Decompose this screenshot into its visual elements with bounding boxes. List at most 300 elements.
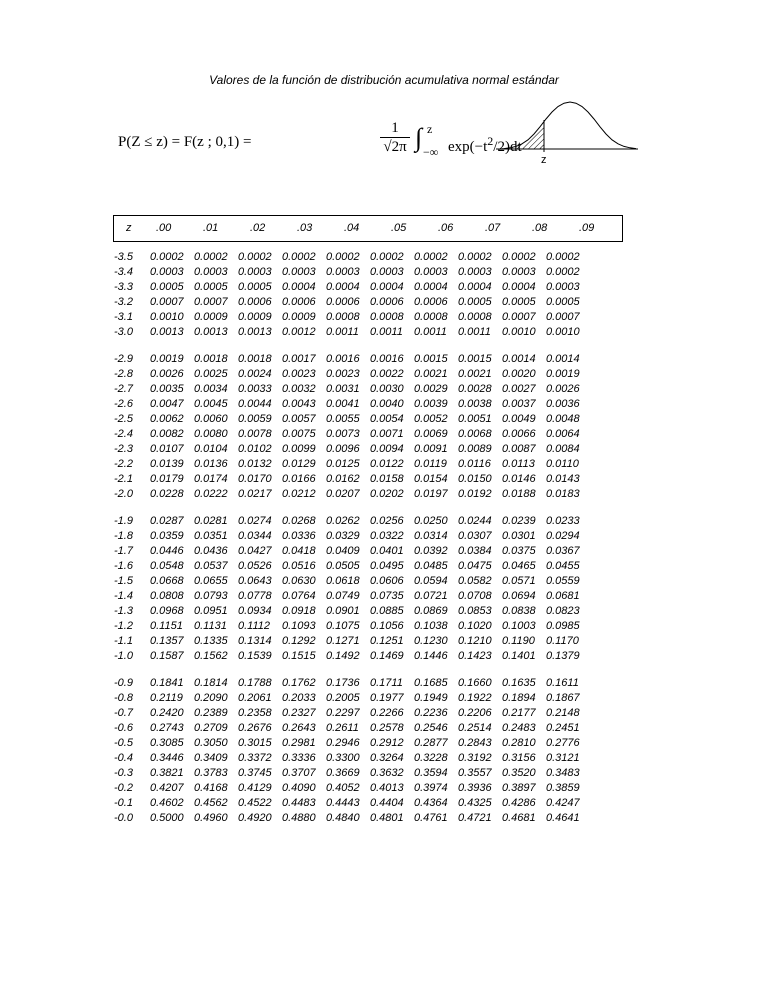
probability-cell: 0.0012 — [282, 326, 316, 338]
probability-cell: 0.2709 — [194, 722, 228, 734]
normal-table — [112, 250, 590, 826]
probability-cell: 0.0003 — [238, 266, 272, 278]
probability-cell: 0.2005 — [326, 692, 360, 704]
probability-cell: 0.1685 — [414, 677, 448, 689]
probability-cell: 0.4404 — [370, 797, 404, 809]
probability-cell: 0.0059 — [238, 413, 272, 425]
probability-cell: 0.0008 — [370, 311, 404, 323]
probability-cell: 0.0047 — [150, 398, 184, 410]
probability-cell: 0.0020 — [502, 368, 536, 380]
probability-cell: 0.0014 — [546, 353, 580, 365]
z-value-cell: -2.1 — [114, 473, 133, 485]
probability-cell: 0.0154 — [414, 473, 448, 485]
probability-cell: 0.0823 — [546, 605, 580, 617]
probability-cell: 0.0036 — [546, 398, 580, 410]
probability-cell: 0.0005 — [502, 296, 536, 308]
probability-cell: 0.0207 — [326, 488, 360, 500]
probability-cell: 0.4562 — [194, 797, 228, 809]
probability-cell: 0.0030 — [370, 383, 404, 395]
integral-sign: ∫ — [415, 123, 423, 152]
probability-cell: 0.0023 — [282, 368, 316, 380]
probability-cell: 0.1401 — [502, 650, 536, 662]
probability-cell: 0.0011 — [414, 326, 447, 338]
probability-cell: 0.0062 — [150, 413, 184, 425]
probability-cell: 0.1423 — [458, 650, 492, 662]
probability-cell: 0.0516 — [282, 560, 316, 572]
table-row — [112, 706, 590, 721]
probability-cell: 0.0594 — [414, 575, 448, 587]
z-value-cell: -0.8 — [114, 692, 133, 704]
probability-cell: 0.0287 — [150, 515, 184, 527]
integral-lower-limit: −∞ — [423, 145, 439, 159]
z-value-cell: -0.6 — [114, 722, 133, 734]
formula-fraction — [380, 120, 410, 156]
probability-cell: 0.3121 — [546, 752, 580, 764]
probability-cell: 0.0026 — [546, 383, 580, 395]
bell-curve — [500, 102, 636, 149]
z-value-cell: -0.1 — [114, 797, 133, 809]
probability-cell: 0.0630 — [282, 575, 316, 587]
table-row — [112, 796, 590, 811]
z-value-cell: -0.4 — [114, 752, 133, 764]
probability-cell: 0.4325 — [458, 797, 492, 809]
probability-cell: 0.0212 — [282, 488, 316, 500]
probability-cell: 0.1271 — [326, 635, 360, 647]
probability-cell: 0.0721 — [414, 590, 448, 602]
probability-cell: 0.0022 — [370, 368, 404, 380]
probability-cell: 0.5000 — [150, 812, 184, 824]
table-row — [112, 634, 590, 649]
shaded-area — [500, 121, 544, 149]
z-value-cell: -2.9 — [114, 353, 133, 365]
table-row — [112, 751, 590, 766]
probability-cell: 0.0080 — [194, 428, 228, 440]
probability-cell: 0.0057 — [282, 413, 316, 425]
probability-cell: 0.0004 — [502, 281, 536, 293]
probability-cell: 0.0571 — [502, 575, 536, 587]
probability-cell: 0.0455 — [546, 560, 580, 572]
probability-cell: 0.1587 — [150, 650, 184, 662]
probability-cell: 0.0951 — [194, 605, 228, 617]
probability-cell: 0.0045 — [194, 398, 228, 410]
probability-cell: 0.0446 — [150, 545, 184, 557]
probability-cell: 0.0007 — [502, 311, 536, 323]
probability-cell: 0.0004 — [282, 281, 316, 293]
z-value-cell: -1.6 — [114, 560, 133, 572]
probability-cell: 0.0015 — [458, 353, 492, 365]
probability-cell: 0.0004 — [326, 281, 360, 293]
probability-cell: 0.0010 — [150, 311, 184, 323]
probability-cell: 0.0162 — [326, 473, 360, 485]
probability-cell: 0.2643 — [282, 722, 316, 734]
probability-cell: 0.1894 — [502, 692, 536, 704]
table-row — [112, 280, 590, 295]
probability-cell: 0.0068 — [458, 428, 492, 440]
table-row — [112, 589, 590, 604]
z-value-cell: -3.1 — [114, 311, 133, 323]
probability-cell: 0.0004 — [414, 281, 448, 293]
probability-cell: 0.0044 — [238, 398, 272, 410]
probability-cell: 0.1922 — [458, 692, 492, 704]
probability-cell: 0.0039 — [414, 398, 448, 410]
probability-cell: 0.1611 — [546, 677, 579, 689]
probability-cell: 0.0087 — [502, 443, 536, 455]
probability-cell: 0.0202 — [370, 488, 404, 500]
table-row — [112, 265, 590, 280]
probability-cell: 0.1038 — [414, 620, 448, 632]
z-value-cell: -3.0 — [114, 326, 133, 338]
probability-cell: 0.0119 — [414, 458, 447, 470]
probability-cell: 0.0009 — [282, 311, 316, 323]
probability-cell: 0.0301 — [502, 530, 536, 542]
probability-cell: 0.0606 — [370, 575, 404, 587]
probability-cell: 0.4801 — [370, 812, 404, 824]
probability-cell: 0.2776 — [546, 737, 580, 749]
column-header: .09 — [579, 222, 595, 234]
probability-cell: 0.0793 — [194, 590, 228, 602]
probability-cell: 0.0107 — [150, 443, 184, 455]
probability-cell: 0.2676 — [238, 722, 272, 734]
probability-cell: 0.0384 — [458, 545, 492, 557]
probability-cell: 0.1660 — [458, 677, 492, 689]
probability-cell: 0.0217 — [238, 488, 272, 500]
probability-cell: 0.0069 — [414, 428, 448, 440]
probability-cell: 0.0003 — [150, 266, 184, 278]
probability-cell: 0.0367 — [546, 545, 580, 557]
probability-cell: 0.0934 — [238, 605, 272, 617]
probability-cell: 0.0064 — [546, 428, 580, 440]
z-value-cell: -2.3 — [114, 443, 133, 455]
probability-cell: 0.0526 — [238, 560, 272, 572]
probability-cell: 0.3632 — [370, 767, 404, 779]
probability-cell: 0.0089 — [458, 443, 492, 455]
probability-cell: 0.4840 — [326, 812, 360, 824]
table-row — [112, 325, 590, 340]
probability-cell: 0.0838 — [502, 605, 536, 617]
table-row — [112, 721, 590, 736]
probability-cell: 0.0082 — [150, 428, 184, 440]
probability-cell: 0.1635 — [502, 677, 536, 689]
probability-cell: 0.0008 — [458, 311, 492, 323]
probability-cell: 0.2912 — [370, 737, 404, 749]
probability-cell: 0.0136 — [194, 458, 228, 470]
probability-cell: 0.0055 — [326, 413, 360, 425]
table-row — [112, 382, 590, 397]
table-row — [112, 487, 590, 502]
probability-cell: 0.2236 — [414, 707, 448, 719]
probability-cell: 0.2177 — [502, 707, 536, 719]
probability-cell: 0.0025 — [194, 368, 228, 380]
probability-cell: 0.0006 — [326, 296, 360, 308]
probability-cell: 0.0262 — [326, 515, 360, 527]
table-row — [112, 649, 590, 664]
probability-cell: 0.0008 — [326, 311, 360, 323]
probability-cell: 0.0427 — [238, 545, 272, 557]
probability-cell: 0.0681 — [546, 590, 580, 602]
probability-cell: 0.0188 — [502, 488, 536, 500]
probability-cell: 0.0274 — [238, 515, 272, 527]
probability-cell: 0.2451 — [546, 722, 580, 734]
integrand-end: /2)dt — [493, 139, 522, 155]
probability-cell: 0.0968 — [150, 605, 184, 617]
probability-cell: 0.0307 — [458, 530, 492, 542]
probability-cell: 0.3859 — [546, 782, 580, 794]
z-value-cell: -1.1 — [114, 635, 133, 647]
z-value-cell: -1.5 — [114, 575, 133, 587]
probability-cell: 0.0778 — [238, 590, 272, 602]
probability-cell: 0.0023 — [326, 368, 360, 380]
probability-cell: 0.2810 — [502, 737, 536, 749]
probability-cell: 0.0197 — [414, 488, 448, 500]
probability-cell: 0.2358 — [238, 707, 272, 719]
probability-cell: 0.0322 — [370, 530, 404, 542]
table-row — [112, 472, 590, 487]
probability-cell: 0.1736 — [326, 677, 360, 689]
probability-cell: 0.1711 — [370, 677, 403, 689]
probability-cell: 0.0002 — [150, 251, 184, 263]
column-header: .02 — [250, 222, 266, 234]
probability-cell: 0.0244 — [458, 515, 492, 527]
probability-cell: 0.0233 — [546, 515, 580, 527]
column-header: .01 — [203, 222, 219, 234]
probability-cell: 0.4168 — [194, 782, 228, 794]
probability-cell: 0.1210 — [458, 635, 492, 647]
probability-cell: 0.0853 — [458, 605, 492, 617]
probability-cell: 0.1539 — [238, 650, 272, 662]
probability-cell: 0.0078 — [238, 428, 272, 440]
probability-cell: 0.0005 — [546, 296, 580, 308]
probability-cell: 0.0003 — [414, 266, 448, 278]
table-row — [112, 412, 590, 427]
probability-cell: 0.3156 — [502, 752, 536, 764]
formula-lhs: P(Z ≤ z) = F(z ; 0,1) = — [118, 134, 252, 150]
probability-cell: 0.0066 — [502, 428, 536, 440]
z-value-cell: -3.4 — [114, 266, 133, 278]
probability-cell: 0.0013 — [238, 326, 272, 338]
probability-cell: 0.0166 — [282, 473, 316, 485]
probability-cell: 0.0122 — [370, 458, 404, 470]
probability-cell: 0.0018 — [194, 353, 228, 365]
integral-upper-limit: z — [427, 122, 433, 136]
column-header: .06 — [438, 222, 454, 234]
probability-cell: 0.0475 — [458, 560, 492, 572]
probability-cell: 0.0003 — [194, 266, 228, 278]
probability-cell: 0.2877 — [414, 737, 448, 749]
probability-cell: 0.0918 — [282, 605, 316, 617]
probability-cell: 0.2033 — [282, 692, 316, 704]
z-value-cell: -1.7 — [114, 545, 133, 557]
probability-cell: 0.0073 — [326, 428, 360, 440]
probability-cell: 0.0048 — [546, 413, 580, 425]
table-row — [112, 544, 590, 559]
probability-cell: 0.0011 — [370, 326, 403, 338]
probability-cell: 0.0125 — [326, 458, 360, 470]
probability-cell: 0.0735 — [370, 590, 404, 602]
probability-cell: 0.4247 — [546, 797, 580, 809]
probability-cell: 0.0099 — [282, 443, 316, 455]
probability-cell: 0.0031 — [326, 383, 360, 395]
probability-cell: 0.1075 — [326, 620, 360, 632]
probability-cell: 0.2119 — [150, 692, 183, 704]
probability-cell: 0.1515 — [282, 650, 316, 662]
probability-cell: 0.3446 — [150, 752, 184, 764]
probability-cell: 0.0002 — [546, 251, 580, 263]
probability-cell: 0.0418 — [282, 545, 316, 557]
z-value-cell: -0.5 — [114, 737, 133, 749]
table-row — [112, 781, 590, 796]
probability-cell: 0.2090 — [194, 692, 228, 704]
probability-cell: 0.0582 — [458, 575, 492, 587]
probability-cell: 0.0016 — [370, 353, 404, 365]
probability-cell: 0.0314 — [414, 530, 448, 542]
probability-cell: 0.1867 — [546, 692, 580, 704]
probability-cell: 0.3594 — [414, 767, 448, 779]
table-row — [112, 514, 590, 529]
probability-cell: 0.0183 — [546, 488, 580, 500]
probability-cell: 0.1292 — [282, 635, 316, 647]
probability-cell: 0.0409 — [326, 545, 360, 557]
probability-cell: 0.2420 — [150, 707, 184, 719]
probability-cell: 0.0146 — [502, 473, 536, 485]
table-row — [112, 397, 590, 412]
probability-cell: 0.2981 — [282, 737, 316, 749]
probability-cell: 0.1112 — [238, 620, 271, 632]
probability-cell: 0.3821 — [150, 767, 184, 779]
probability-cell: 0.0436 — [194, 545, 228, 557]
probability-cell: 0.0075 — [282, 428, 316, 440]
probability-cell: 0.0011 — [458, 326, 491, 338]
probability-cell: 0.0668 — [150, 575, 184, 587]
probability-cell: 0.4681 — [502, 812, 536, 824]
z-value-cell: -2.7 — [114, 383, 133, 395]
probability-cell: 0.0049 — [502, 413, 536, 425]
z-value-cell: -0.0 — [114, 812, 133, 824]
table-row — [112, 427, 590, 442]
table-header — [112, 222, 616, 234]
probability-cell: 0.0094 — [370, 443, 404, 455]
probability-cell: 0.4761 — [414, 812, 448, 824]
probability-cell: 0.0026 — [150, 368, 184, 380]
z-value-cell: -0.9 — [114, 677, 133, 689]
probability-cell: 0.0024 — [238, 368, 272, 380]
probability-cell: 0.1056 — [370, 620, 404, 632]
probability-cell: 0.0505 — [326, 560, 360, 572]
z-value-cell: -0.3 — [114, 767, 133, 779]
probability-cell: 0.0005 — [458, 296, 492, 308]
probability-cell: 0.3483 — [546, 767, 580, 779]
z-value-cell: -1.8 — [114, 530, 133, 542]
table-row — [112, 442, 590, 457]
probability-cell: 0.0250 — [414, 515, 448, 527]
probability-cell: 0.0110 — [546, 458, 579, 470]
table-row — [112, 367, 590, 382]
probability-cell: 0.2327 — [282, 707, 316, 719]
probability-cell: 0.0006 — [238, 296, 272, 308]
probability-cell: 0.1977 — [370, 692, 404, 704]
probability-cell: 0.0985 — [546, 620, 580, 632]
z-value-cell: -0.7 — [114, 707, 133, 719]
probability-cell: 0.0006 — [414, 296, 448, 308]
probability-cell: 0.0004 — [458, 281, 492, 293]
probability-cell: 0.1314 — [238, 635, 272, 647]
probability-cell: 0.0116 — [458, 458, 491, 470]
probability-cell: 0.0268 — [282, 515, 316, 527]
probability-cell: 0.0003 — [458, 266, 492, 278]
probability-cell: 0.4522 — [238, 797, 272, 809]
probability-cell: 0.0041 — [326, 398, 360, 410]
probability-cell: 0.1562 — [194, 650, 228, 662]
probability-cell: 0.3557 — [458, 767, 492, 779]
probability-cell: 0.1230 — [414, 635, 448, 647]
probability-cell: 0.1131 — [194, 620, 227, 632]
probability-cell: 0.1190 — [502, 635, 535, 647]
probability-cell: 0.0222 — [194, 488, 228, 500]
probability-cell: 0.0003 — [502, 266, 536, 278]
table-row — [112, 352, 590, 367]
probability-cell: 0.0009 — [238, 311, 272, 323]
probability-cell: 0.4880 — [282, 812, 316, 824]
probability-cell: 0.0002 — [370, 251, 404, 263]
probability-cell: 0.3409 — [194, 752, 228, 764]
probability-cell: 0.1492 — [326, 650, 360, 662]
probability-cell: 0.0749 — [326, 590, 360, 602]
probability-cell: 0.1841 — [150, 677, 184, 689]
probability-cell: 0.3745 — [238, 767, 272, 779]
probability-cell: 0.3707 — [282, 767, 316, 779]
table-row — [112, 559, 590, 574]
probability-cell: 0.0002 — [282, 251, 316, 263]
table-row — [112, 619, 590, 634]
table-row — [112, 736, 590, 751]
probability-cell: 0.1814 — [194, 677, 228, 689]
z-value-cell: -2.0 — [114, 488, 133, 500]
probability-cell: 0.2843 — [458, 737, 492, 749]
probability-cell: 0.1335 — [194, 635, 228, 647]
probability-cell: 0.0096 — [326, 443, 360, 455]
probability-cell: 0.0901 — [326, 605, 360, 617]
probability-cell: 0.0007 — [150, 296, 184, 308]
probability-cell: 0.0033 — [238, 383, 272, 395]
probability-cell: 0.3192 — [458, 752, 492, 764]
probability-cell: 0.0139 — [150, 458, 184, 470]
probability-cell: 0.0465 — [502, 560, 536, 572]
probability-cell: 0.0256 — [370, 515, 404, 527]
probability-cell: 0.0129 — [282, 458, 316, 470]
probability-cell: 0.3085 — [150, 737, 184, 749]
table-row — [112, 310, 590, 325]
probability-cell: 0.0009 — [194, 311, 228, 323]
probability-cell: 0.3050 — [194, 737, 228, 749]
column-header-z: z — [126, 222, 132, 234]
probability-cell: 0.4052 — [326, 782, 360, 794]
z-value-cell: -2.2 — [114, 458, 133, 470]
probability-cell: 0.0002 — [238, 251, 272, 263]
z-value-cell: -1.3 — [114, 605, 133, 617]
probability-cell: 0.1788 — [238, 677, 272, 689]
group-spacer — [112, 340, 590, 352]
probability-cell: 0.0003 — [326, 266, 360, 278]
probability-cell: 0.0618 — [326, 575, 360, 587]
probability-cell: 0.0003 — [282, 266, 316, 278]
probability-cell: 0.0336 — [282, 530, 316, 542]
probability-cell: 0.3897 — [502, 782, 536, 794]
z-value-cell: -1.4 — [114, 590, 133, 602]
probability-cell: 0.0091 — [414, 443, 448, 455]
probability-cell: 0.4286 — [502, 797, 536, 809]
probability-cell: 0.0011 — [326, 326, 359, 338]
probability-cell: 0.0102 — [238, 443, 272, 455]
probability-cell: 0.2389 — [194, 707, 228, 719]
